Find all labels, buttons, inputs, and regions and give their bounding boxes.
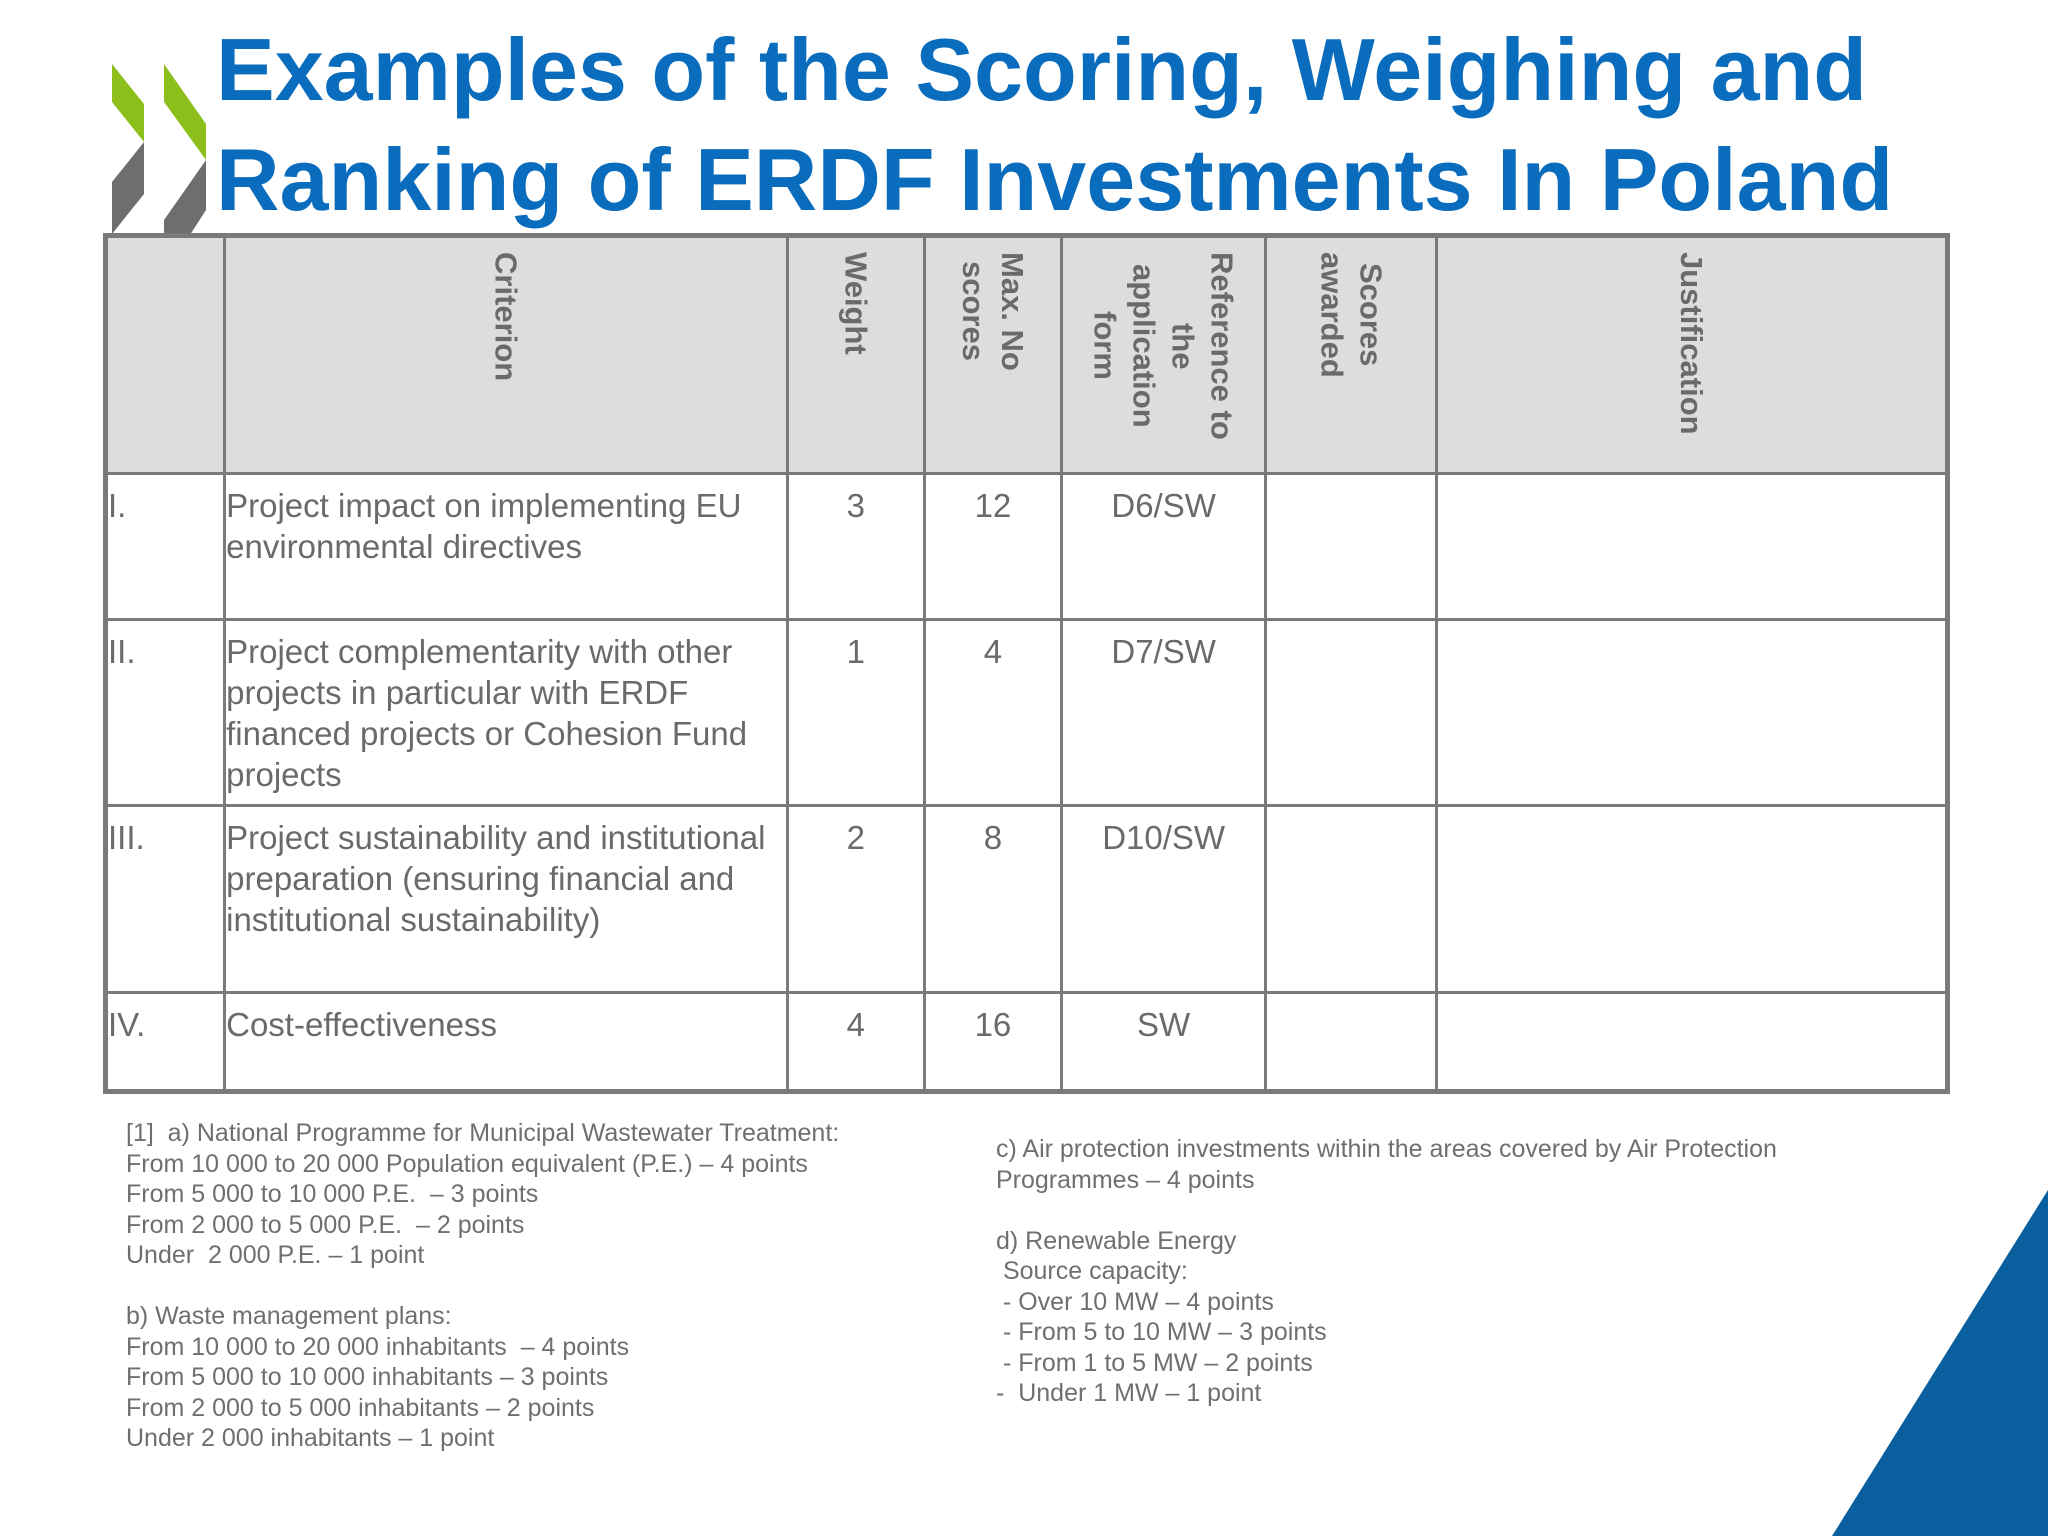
table-header-row xyxy=(106,236,1948,474)
logo-green-chevron-left xyxy=(112,64,144,142)
row-justification xyxy=(1437,993,1948,1092)
row-scores-awarded xyxy=(1266,620,1437,806)
row-criterion: Project complementarity with other projects in particular with ERDF financed projects or Cohesion Fund projects xyxy=(225,620,788,806)
row-number: II. xyxy=(106,620,225,806)
row-reference: D7/SW xyxy=(1062,620,1266,806)
corner-decoration-triangle xyxy=(1820,1190,2048,1536)
row-reference: D6/SW xyxy=(1062,474,1266,620)
row-reference: SW xyxy=(1062,993,1266,1092)
row-weight: 4 xyxy=(787,993,924,1092)
header-criterion-label: Criterion xyxy=(488,252,524,382)
logo-grey-chevron-right xyxy=(164,160,206,238)
corner-blue-shape xyxy=(1832,1190,2048,1536)
table-row xyxy=(106,620,1948,806)
header-max-scores-label: Max. No scores xyxy=(955,252,1030,371)
row-weight: 2 xyxy=(787,806,924,993)
header-weight-label: Weight xyxy=(838,252,874,355)
header-scores-awarded xyxy=(1266,236,1437,474)
row-weight: 1 xyxy=(787,620,924,806)
row-max-scores: 8 xyxy=(924,806,1061,993)
header-reference xyxy=(1062,236,1266,474)
header-weight xyxy=(787,236,924,474)
header-criterion xyxy=(225,236,788,474)
row-max-scores: 16 xyxy=(924,993,1061,1092)
scoring-table xyxy=(103,233,1950,1094)
row-criterion: Project impact on implementing EU environmental directives xyxy=(225,474,788,620)
oecd-chevron-logo-icon xyxy=(100,60,230,240)
row-justification xyxy=(1437,474,1948,620)
slide-title-line-2: Ranking of ERDF Investments In Poland xyxy=(216,130,1894,229)
table-row xyxy=(106,806,1948,993)
footnote-right: c) Air protection investments within the areas covered by Air Protection Programmes – 4 points d) Renewable Energy Source capacity: - Over 10 MW – 4 points - From 5 to 10 MW – 3 points - From 1 to 5 MW – 2 points - Under 1 MW – 1 point xyxy=(996,1135,1777,1407)
logo-green-chevron-right xyxy=(164,64,206,160)
row-max-scores: 4 xyxy=(924,620,1061,806)
header-justification-label: Justification xyxy=(1674,252,1710,435)
row-number: III. xyxy=(106,806,225,993)
table-row xyxy=(106,993,1948,1092)
row-number: I. xyxy=(106,474,225,620)
row-criterion: Cost-effectiveness xyxy=(225,993,788,1092)
row-scores-awarded xyxy=(1266,806,1437,993)
row-scores-awarded xyxy=(1266,474,1437,620)
footnote-left: [1] a) National Programme for Municipal Wastewater Treatment: From 10 000 to 20 000 Population equivalent (P.E.) – 4 points From 5 000 to 10 000 P.E. – 3 points From 2 000 to 5 000 P.E. – 2 points Under 2 000 P.E. – 1 point b) Waste management plans: From 10 000 to 20 000 inhabitants – 4 points From 5 000 to 10 000 inhabitants – 3 points From 2 000 to 5 000 inhabitants – 2 points Under 2 000 inhabitants – 1 point xyxy=(126,1119,840,1452)
row-weight: 3 xyxy=(787,474,924,620)
row-max-scores: 12 xyxy=(924,474,1061,620)
row-justification xyxy=(1437,806,1948,993)
row-criterion: Project sustainability and institutional preparation (ensuring financial and institutional sustainability) xyxy=(225,806,788,993)
logo-grey-chevron-left xyxy=(112,142,144,234)
header-number-cell xyxy=(106,236,225,474)
header-scores-awarded-label: Scores awarded xyxy=(1314,252,1389,378)
slide-title-line-1: Examples of the Scoring, Weighing and xyxy=(216,20,1868,119)
row-reference: D10/SW xyxy=(1062,806,1266,993)
header-max-scores xyxy=(924,236,1061,474)
header-reference-label: Reference to the application form xyxy=(1087,252,1240,440)
row-number: IV. xyxy=(106,993,225,1092)
header-justification xyxy=(1437,236,1948,474)
row-justification xyxy=(1437,620,1948,806)
table-row xyxy=(106,474,1948,620)
row-scores-awarded xyxy=(1266,993,1437,1092)
